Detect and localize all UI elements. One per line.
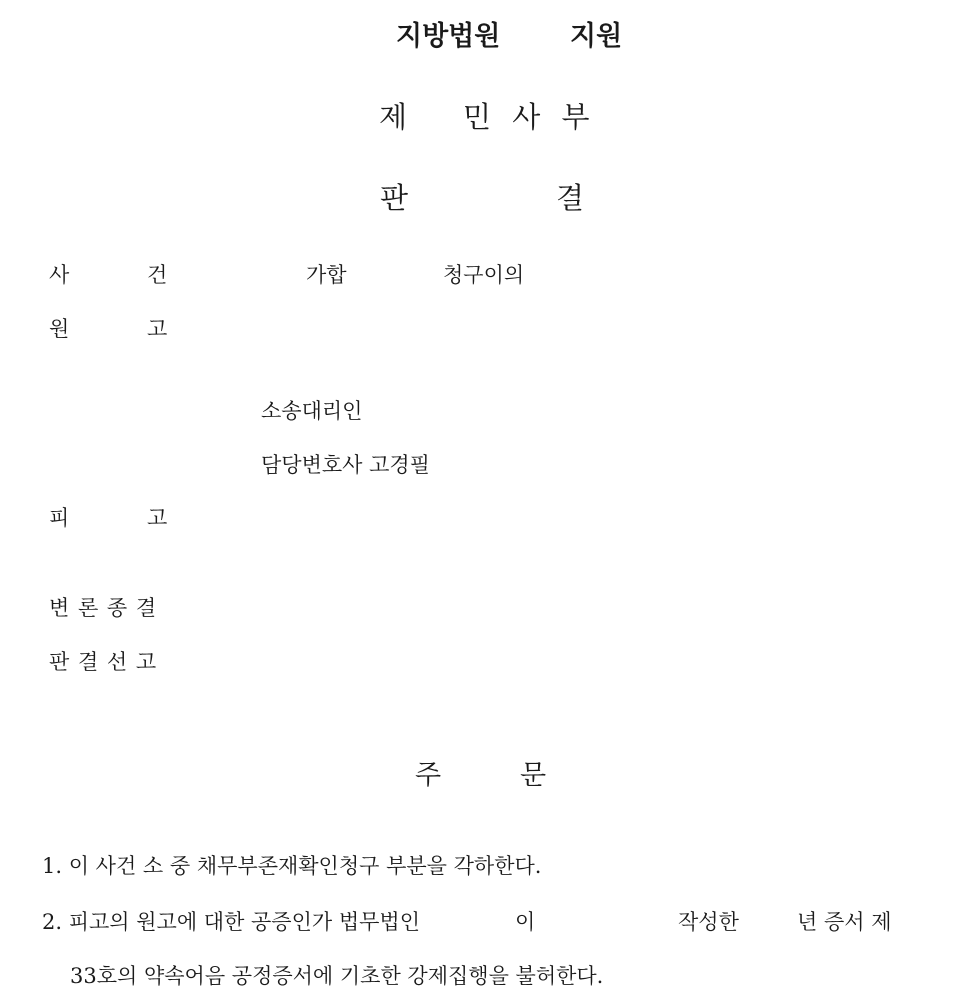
plaintiff-label-1: 원 — [49, 317, 70, 341]
division-name: 민 사 부 — [463, 100, 596, 134]
plaintiff-label-2: 고 — [147, 317, 168, 341]
case-label-2: 건 — [147, 263, 168, 287]
document-title-left: 판 — [380, 181, 409, 215]
order-title-left: 주 — [415, 760, 442, 791]
case-type: 가합 — [306, 263, 347, 287]
judgment-date-label: 판 결 선 고 — [49, 650, 158, 674]
order-item-2-line-2: 33호의 약속어음 공정증서에 기초한 강제집행을 불허한다. — [70, 964, 604, 988]
order-item-1: 1. 이 사건 소 중 채무부존재확인청구 부분을 각하한다. — [42, 854, 542, 878]
document-title-right: 결 — [556, 181, 585, 215]
division-prefix: 제 — [379, 100, 408, 134]
order-title-right: 문 — [520, 760, 547, 791]
attorney-name: 담당변호사 고경필 — [261, 453, 430, 477]
case-label-1: 사 — [49, 263, 70, 287]
order-item-2-part-a: 2. 피고의 원고에 대한 공증인가 법무법인 — [42, 910, 420, 934]
order-item-2-part-b: 이 — [515, 910, 536, 934]
court-name: 지방법원 — [396, 21, 501, 52]
order-item-2-part-d: 년 증서 제 — [797, 910, 892, 934]
case-subject: 청구이의 — [443, 263, 525, 287]
defendant-label-2: 고 — [147, 506, 168, 530]
closing-date-label: 변 론 종 결 — [49, 596, 158, 620]
agent-label: 소송대리인 — [261, 399, 363, 423]
defendant-label-1: 피 — [49, 506, 70, 530]
branch-name: 지원 — [570, 21, 623, 52]
order-item-2-part-c: 작성한 — [678, 910, 739, 934]
